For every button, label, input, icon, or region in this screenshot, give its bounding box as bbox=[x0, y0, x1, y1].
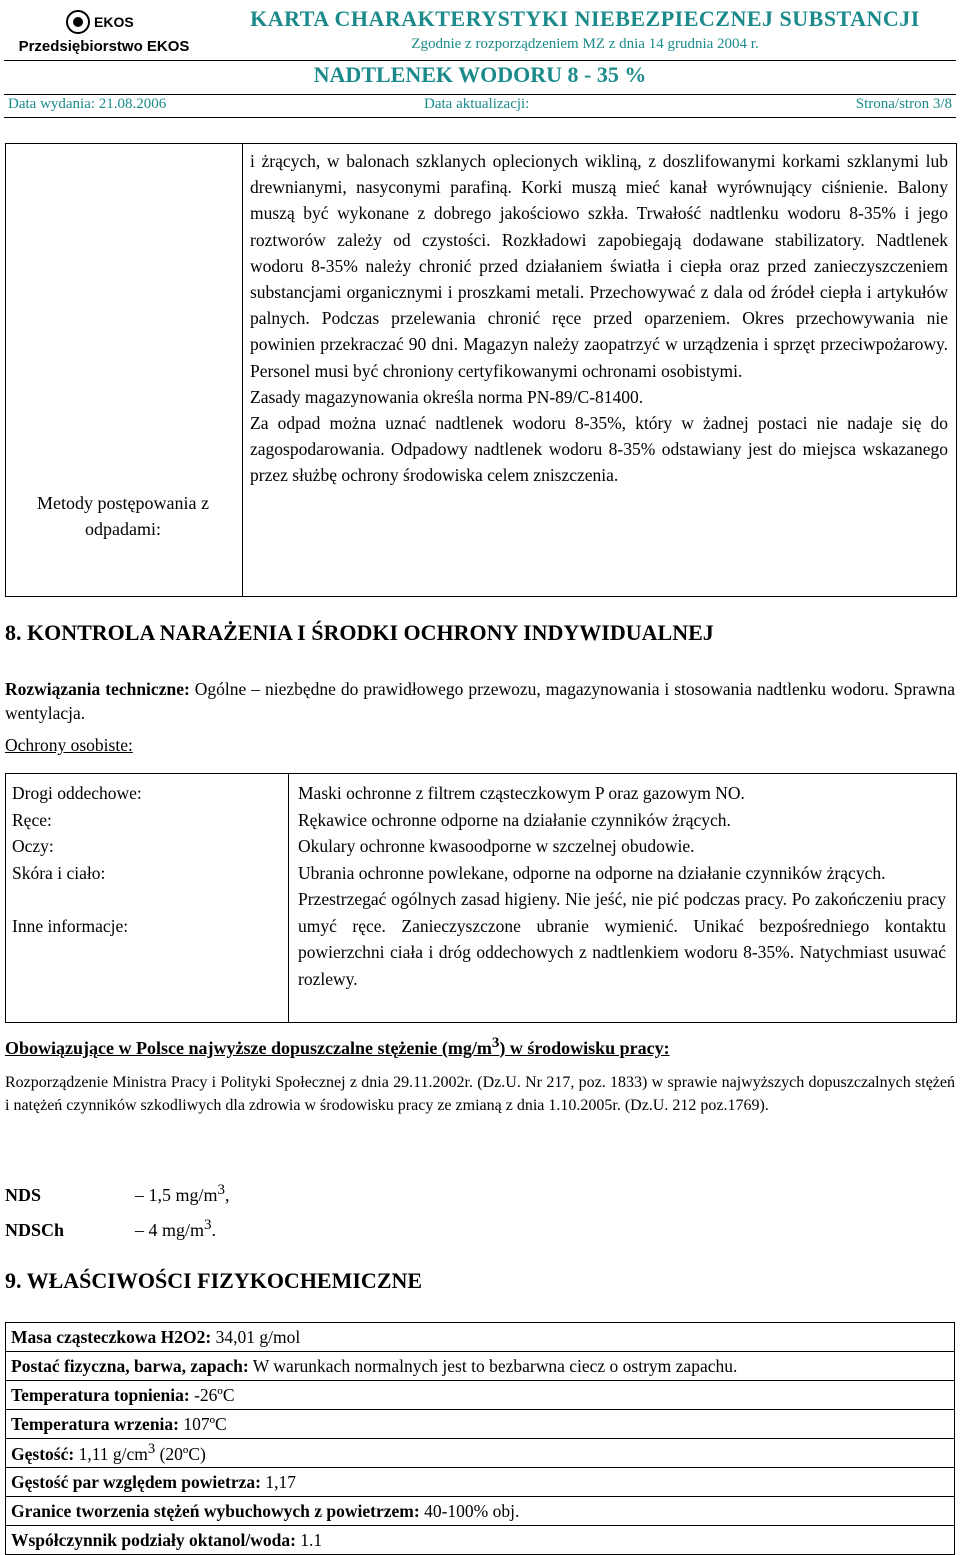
document-header bbox=[4, 2, 956, 118]
section-8-heading: 8. KONTROLA NARAŻENIA I ŚRODKI OCHRONY INDYWIDUALNEJ bbox=[5, 620, 714, 645]
property-cell bbox=[6, 1497, 955, 1526]
header-top-row bbox=[4, 2, 956, 61]
section-9-heading: 9. WŁAŚCIWOŚCI FIZYKOCHEMICZNE bbox=[5, 1268, 423, 1293]
storage-paragraph: i żrących, w balonach szklanych oplecionych wikliną, z doszlifowanymi korkami szklanymi lub drewnianymi, nasyconymi parafiną. Korki muszą mieć kanał wyrównujący ciśnienie. Balony muszą być wykonane z dobrego jakościowo szkła. Trwałość nadtlenku wodoru 8-35% i jego roztworów zależy od czystości. Rozkładowi zapobiegają dodawane stabilizatory. Nadtlenek wodoru 8-35% należy chronić przed działaniem światła i ciepła oraz przed zanieczyszczeniem substancjami organicznymi i proszkami metali. Przechowywać z dala od źródeł ciepła i artykułów palnych. Podczas przelewania chronić ręce przed oparzeniem. Okres przechowywania nie powinien przekraczać 90 dni. Magazyn należy zaopatrzyć w urządzenia i sprzęt przeciwpożarowy. Personel musi być chroniony certyfikowanymi ochronami osobistymi. bbox=[250, 151, 948, 381]
table-row bbox=[6, 1410, 955, 1439]
personal-protection-labels bbox=[12, 780, 284, 939]
logo-text: EKOS bbox=[94, 14, 134, 30]
hands-label: Ręce: bbox=[12, 809, 52, 830]
ekos-logo-icon bbox=[64, 8, 154, 36]
company-logo-block bbox=[4, 2, 204, 60]
physicochemical-properties-table bbox=[5, 1322, 955, 1555]
table-row bbox=[6, 1439, 955, 1468]
ndsch-value: – 4 mg/m bbox=[135, 1220, 205, 1240]
other-info-label: Inne informacje: bbox=[12, 915, 129, 936]
table-row bbox=[6, 1526, 955, 1555]
personal-protection-box bbox=[5, 773, 957, 1023]
update-date: Data aktualizacji: bbox=[424, 96, 530, 112]
property-cell bbox=[6, 1410, 955, 1439]
ndsch-row bbox=[5, 1217, 216, 1241]
page-number: Strona/stron 3/8 bbox=[855, 96, 952, 112]
nds-unit-sup: 3 bbox=[217, 1182, 226, 1198]
waste-methods-label: Metody postępowania z odpadami: bbox=[37, 493, 209, 539]
property-label: Postać fizyczna, barwa, zapach: bbox=[11, 1355, 249, 1376]
personal-protection-values bbox=[298, 780, 946, 992]
skin-label: Skóra i ciało: bbox=[12, 862, 106, 883]
ndsch-unit-sup: 3 bbox=[204, 1217, 212, 1233]
property-label: Współczynnik podziały oktanol/woda: bbox=[11, 1529, 296, 1550]
document-title: KARTA CHARAKTERYSTYKI NIEBEZPIECZNEJ SUBSTANCJI bbox=[250, 6, 920, 31]
skin-value: Ubrania ochronne powlekane, odporne na odporne na działanie czynników żrących. bbox=[298, 862, 886, 883]
technical-solutions-label: Rozwiązania techniczne: bbox=[5, 679, 190, 699]
property-value: 1.1 bbox=[295, 1529, 323, 1550]
property-value: -26ºC bbox=[189, 1384, 235, 1405]
property-label: Masa cząsteczkowa H2O2: bbox=[11, 1326, 212, 1347]
nds-suffix: , bbox=[225, 1185, 230, 1205]
personal-protection-heading: Ochrony osobiste: bbox=[5, 735, 133, 755]
property-label: Temperatura topnienia: bbox=[11, 1384, 190, 1405]
technical-solutions-text: Ogólne – niezbędne do prawidłowego przewozu, magazynowania i stosowania nadtlenku wodoru. Sprawna wentylacja. bbox=[5, 679, 955, 723]
property-label: Gęstość par względem powietrza: bbox=[11, 1471, 261, 1492]
exposure-heading-part1: Obowiązujące w Polsce najwyższe dopuszczalne stężenie (mg/m bbox=[5, 1038, 492, 1058]
exposure-heading-part2: ) w środowisku pracy: bbox=[499, 1038, 670, 1058]
document-subtitle: Zgodnie z rozporządzeniem MZ z dnia 14 grudnia 2004 r. bbox=[411, 36, 759, 52]
product-name: NADTLENEK WODORU 8 - 35 % bbox=[313, 62, 647, 87]
storage-continuation-text bbox=[250, 148, 948, 489]
header-dates-row bbox=[4, 94, 956, 118]
nds-value: – 1,5 mg/m bbox=[135, 1185, 218, 1205]
property-label: Gęstość: bbox=[11, 1443, 75, 1464]
hands-value: Rękawice ochronne odporne na działanie czynników żrących. bbox=[298, 809, 731, 830]
property-value-sup: 3 bbox=[147, 1441, 156, 1458]
property-cell bbox=[6, 1352, 955, 1381]
property-value: 34,01 g/mol bbox=[211, 1326, 301, 1347]
regulation-reference: Rozporządzenie Ministra Pracy i Polityki Społecznej z dnia 29.11.2002r. (Dz.U. Nr 217, poz. 1833) w sprawie najwyższych dopuszczalnych stężeń i natężeń czynników szkodliwych dla zdrowia w środowisku pracy ze zmianą z dnia 1.10.2005r. (Dz.U. 212 poz.1769). bbox=[5, 1074, 955, 1114]
property-cell bbox=[6, 1439, 955, 1468]
table-row bbox=[6, 1352, 955, 1381]
nds-row bbox=[5, 1182, 230, 1206]
exposure-limits-heading bbox=[5, 1035, 670, 1059]
property-value: 1,11 g/cm bbox=[74, 1443, 148, 1464]
column-divider bbox=[242, 144, 243, 596]
property-value: 1,17 bbox=[260, 1471, 296, 1492]
property-label: Temperatura wrzenia: bbox=[11, 1413, 179, 1434]
property-value: W warunkach normalnych jest to bezbarwna ciecz o ostrym zapachu. bbox=[248, 1355, 738, 1376]
table-row bbox=[6, 1497, 955, 1526]
property-cell bbox=[6, 1526, 955, 1555]
eyes-label: Oczy: bbox=[12, 836, 54, 856]
column-divider bbox=[288, 774, 289, 1022]
property-cell bbox=[6, 1381, 955, 1410]
property-label: Granice tworzenia stężeń wybuchowych z powietrzem: bbox=[11, 1500, 420, 1521]
nds-label: NDS bbox=[5, 1185, 42, 1205]
table-row bbox=[6, 1323, 955, 1352]
other-info-value: Przestrzegać ogólnych zasad higieny. Nie jeść, nie pić podczas pracy. Po zakończeniu pracy umyć ręce. Zanieczyszczone ubranie wymienić. Unikać bezpośredniego kontaktu powierzchni ciała i dróg oddechowych z nadtlenkiem wodoru 8-35%. Natychmiast usuwać rozlewy. bbox=[298, 889, 946, 989]
technical-solutions bbox=[5, 677, 955, 725]
ndsch-label: NDSCh bbox=[5, 1220, 65, 1240]
table-row bbox=[6, 1468, 955, 1497]
storage-norm: Zasady magazynowania określa norma PN-89/C-81400. bbox=[250, 386, 644, 407]
property-value: 40-100% obj. bbox=[419, 1500, 520, 1521]
ndsch-suffix: . bbox=[211, 1220, 217, 1240]
table-row bbox=[6, 1381, 955, 1410]
issue-date: Data wydania: 21.08.2006 bbox=[8, 96, 167, 112]
company-name: Przedsiębiorstwo EKOS bbox=[18, 38, 190, 55]
property-value-after: (20ºC) bbox=[155, 1443, 206, 1464]
respiratory-value: Maski ochronne z filtrem cząsteczkowym P oraz gazowym NO. bbox=[298, 783, 745, 803]
property-value: 107ºC bbox=[179, 1413, 227, 1434]
respiratory-label: Drogi oddechowe: bbox=[12, 783, 142, 803]
waste-text: Za odpad można uznać nadtlenek wodoru 8-35%, który w żadnej postaci nie nadaje się do zagospodarowania. Odpadowy nadtlenek wodoru 8-35% odstawiany jest do miejsca wskazanego przez służbę ochrony środowiska celem zniszczenia. bbox=[250, 413, 948, 486]
storage-continuation-box bbox=[5, 143, 957, 597]
property-cell bbox=[6, 1468, 955, 1497]
exposure-heading-sup: 3 bbox=[491, 1035, 500, 1051]
property-cell bbox=[6, 1323, 955, 1352]
eyes-value: Okulary ochronne kwasoodporne w szczelnej obudowie. bbox=[298, 836, 695, 856]
